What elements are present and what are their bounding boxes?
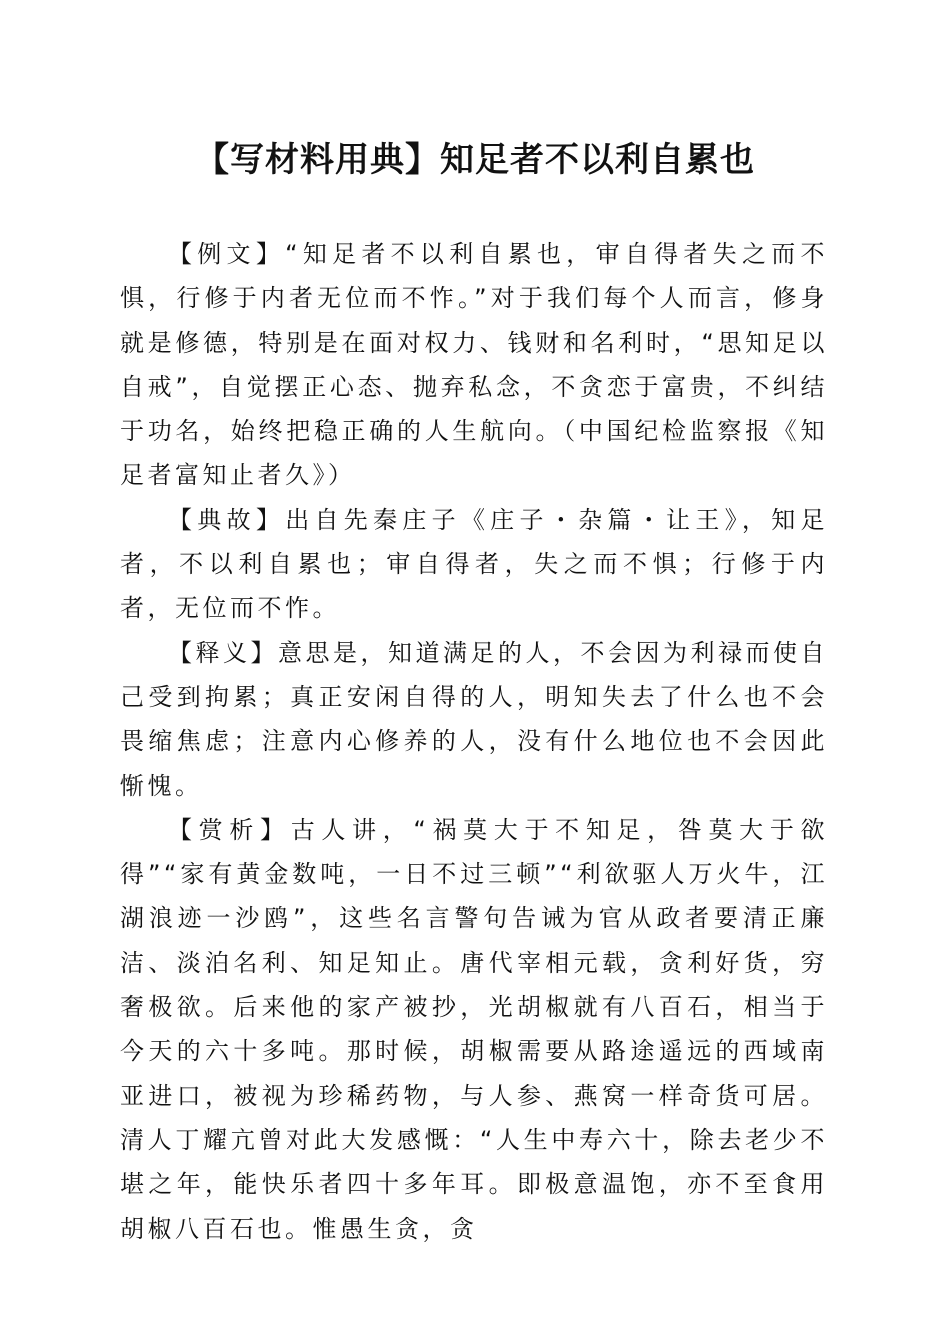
- paragraph-appreciation-text: 古人讲，“祸莫大于不知足，咎莫大于欲得”“家有黄金数吨，一日不过三顿”“利欲驱人万火牛，江湖浪迹一沙鸥”，这些名言警句告诫为官从政者要清正廉洁、淡泊名利、知足知止。唐代宰相元载，贪利好货，穷奢极欲。后来他的家产被抄，光胡椒就有八百石，相当于今天的六十多吨。那时候，胡椒需要从路途遥远的西域南亚进口，被视为珍稀药物，与人参、燕窝一样奇货可居。清人丁耀亢曾对此大发感慨：“人生中寿六十，除去老少不堪之年，能快乐者四十多年耳。即极意温饱，亦不至食用胡椒八百石也。惟愚生贪，贪: [120, 815, 829, 1243]
- paragraph-appreciation: [120, 808, 828, 1251]
- paragraph-example-text: “知足者不以利自累也，审自得者失之而不惧，行修于内者无位而不怍。”对于我们每个人而言，修身就是修德，特别是在面对权力、钱财和名利时，“思知足以自戒”，自觉摆正心态、抛弃私念，不贪恋于富贵，不纠结于功名，始终把稳正确的人生航向。（中国纪检监察报《知足者富知止者久》）: [120, 240, 829, 490]
- section-tag-meaning: 【释义】: [168, 638, 278, 667]
- paragraph-meaning-text: 意思是，知道满足的人，不会因为利禄而使自己受到拘累；真正安闲自得的人，明知失去了什么也不会畏缩焦虑；注意内心修养的人，没有什么地位也不会因此惭愧。: [120, 638, 828, 800]
- paragraph-meaning: [120, 631, 828, 808]
- section-tag-allusion: 【典故】: [168, 505, 286, 534]
- page-title: 【写材料用典】知足者不以利自累也: [195, 140, 755, 180]
- document-body: [120, 232, 828, 1251]
- section-tag-appreciation: 【赏析】: [168, 815, 291, 844]
- paragraph-example: [120, 232, 828, 498]
- paragraph-allusion: [120, 498, 828, 631]
- paragraph-allusion-text: 出自先秦庄子《庄子・杂篇・让王》，知足者，不以利自累也；审自得者，失之而不惧；行修于内者，无位而不怍。: [120, 505, 829, 623]
- section-tag-example: 【例文】: [168, 240, 286, 268]
